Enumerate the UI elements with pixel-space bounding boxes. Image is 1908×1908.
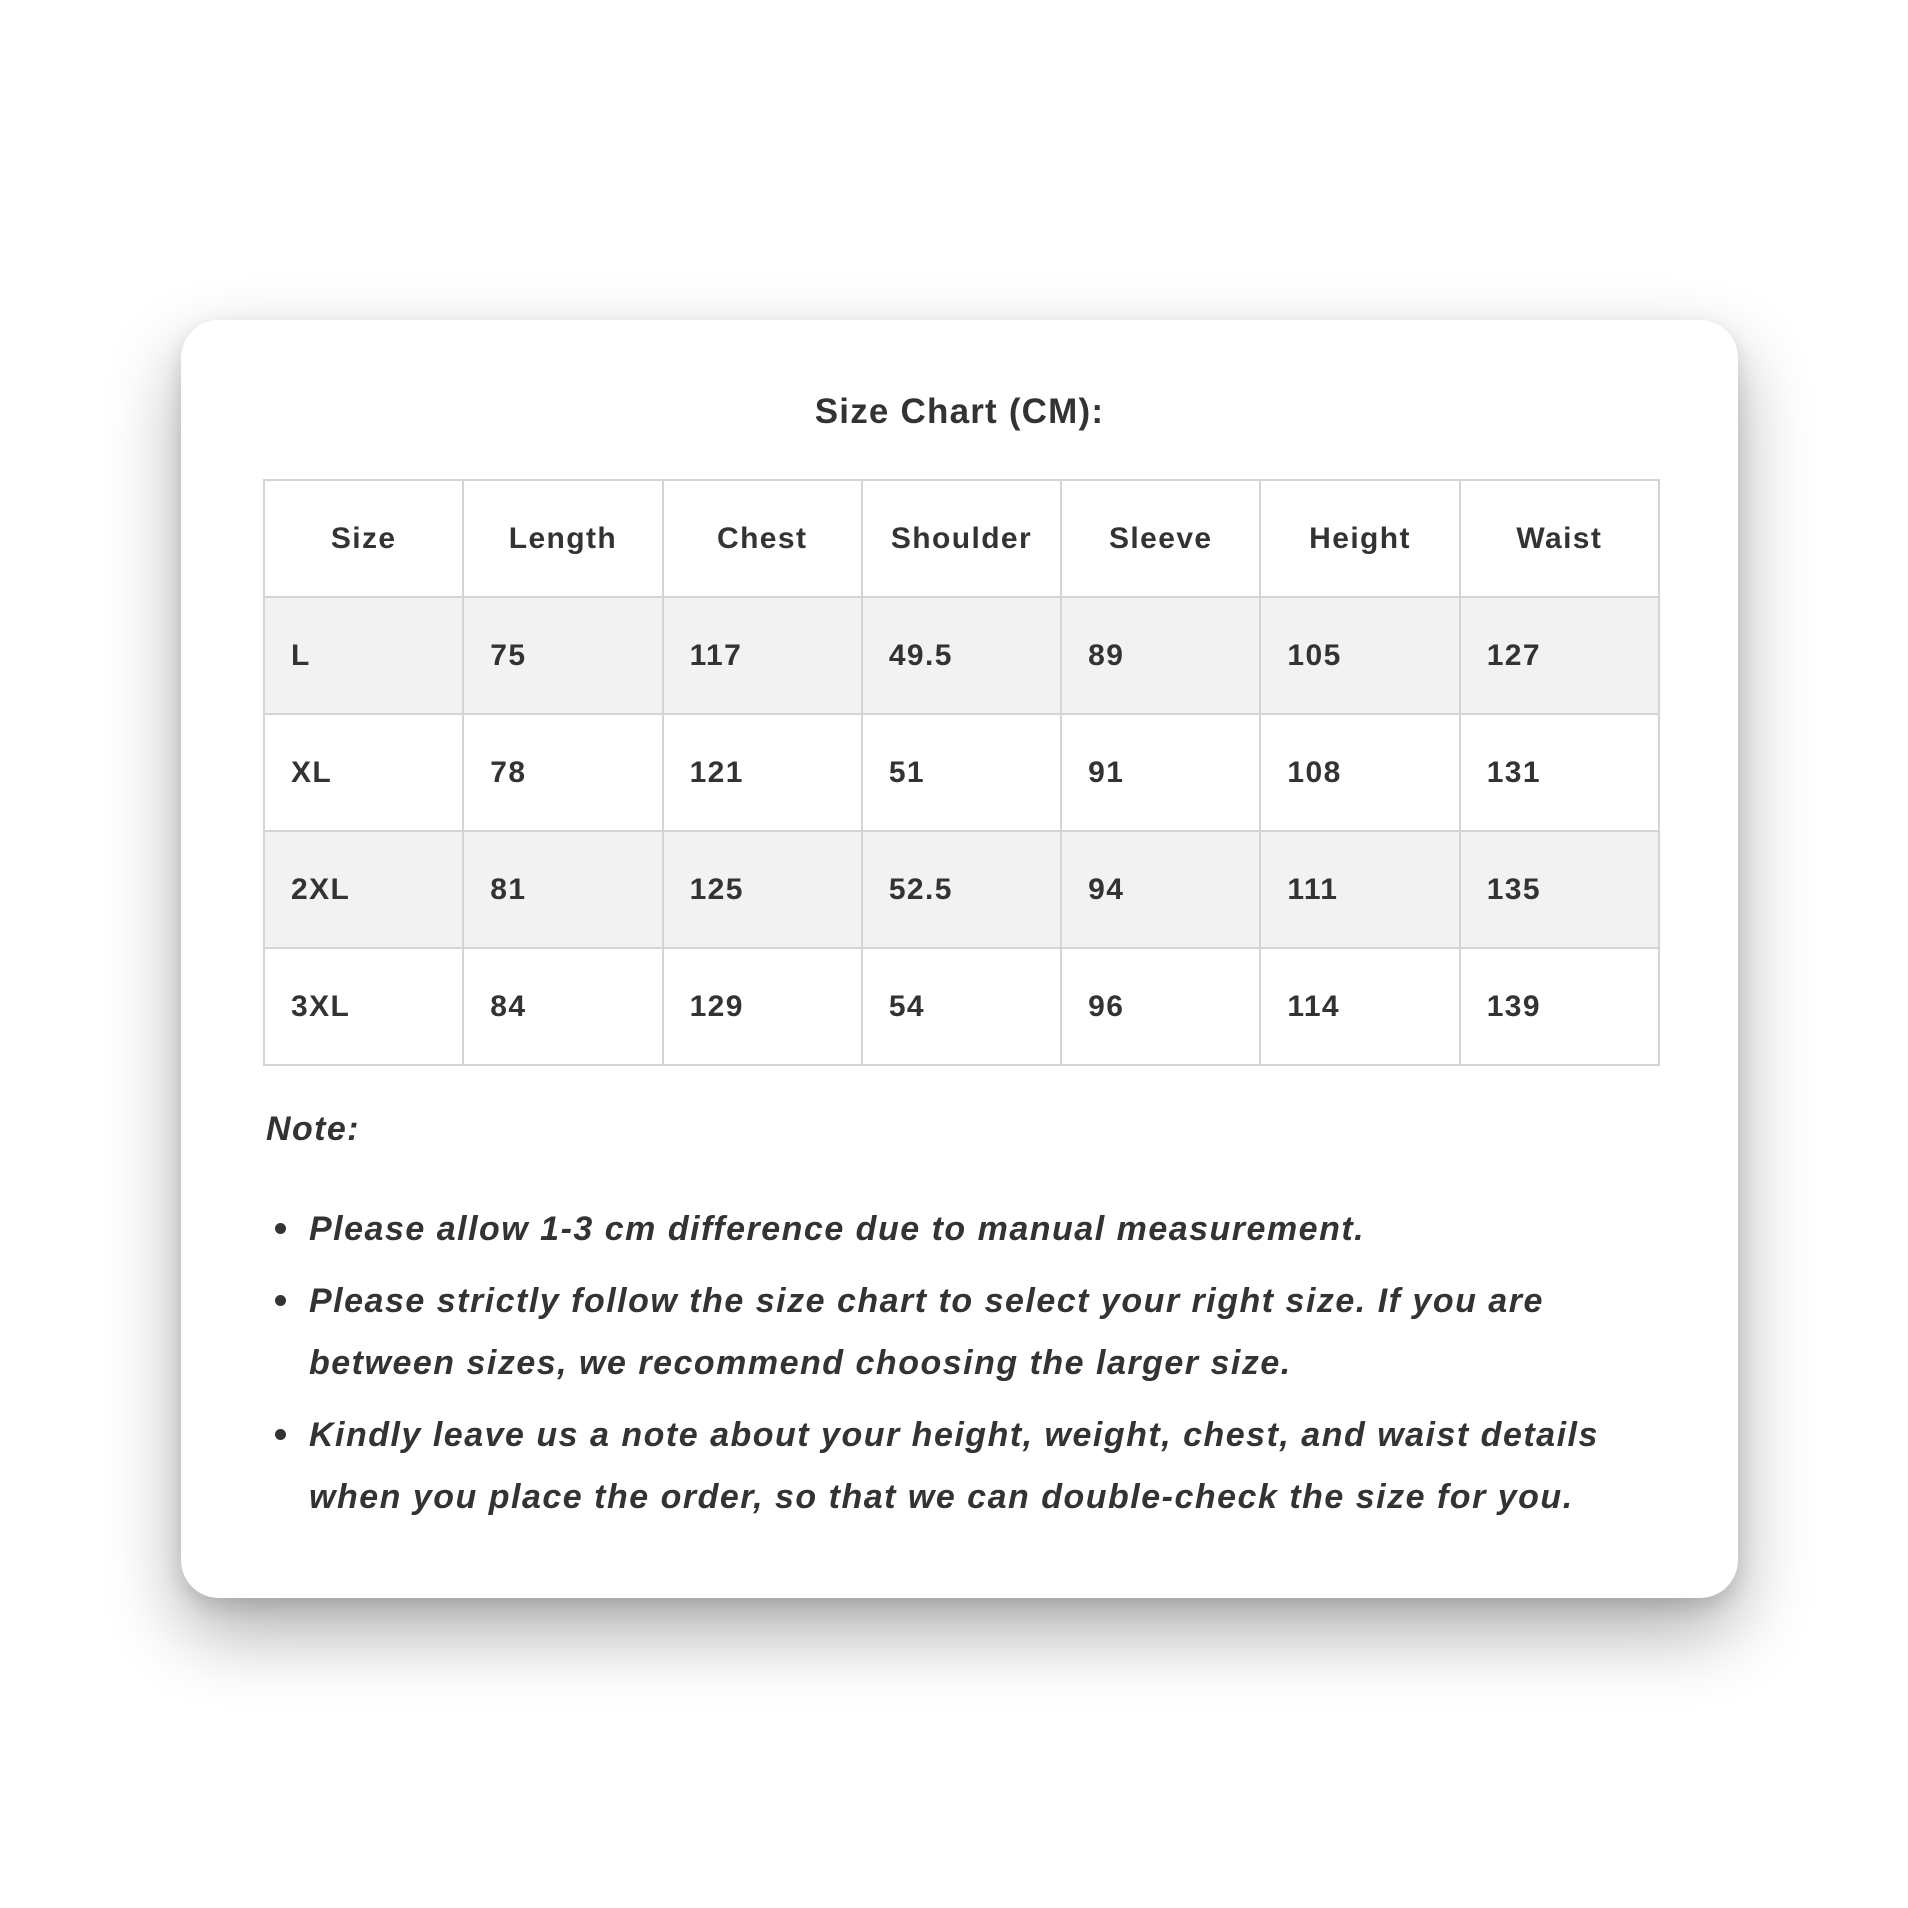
size-chart-card (181, 320, 1738, 1598)
cell-shoulder: 51 (862, 714, 1061, 831)
note-item (309, 1404, 1679, 1528)
table-row (264, 714, 1659, 831)
note-item (309, 1198, 1679, 1260)
note-heading: Note: (266, 1110, 360, 1148)
note-item-text: Please strictly follow the size chart to select your right size. If you are between sizes, we recommend choosing the larger size. (309, 1282, 1544, 1382)
note-item-text: Please allow 1-3 cm difference due to manual measurement. (309, 1210, 1366, 1248)
header-size: Size (264, 480, 463, 597)
bullet-icon (275, 1223, 286, 1234)
cell-shoulder: 54 (862, 948, 1061, 1065)
table-header-row (264, 480, 1659, 597)
cell-waist: 135 (1460, 831, 1659, 948)
header-length: Length (463, 480, 662, 597)
cell-chest: 121 (663, 714, 862, 831)
note-item (309, 1270, 1679, 1394)
cell-waist: 127 (1460, 597, 1659, 714)
header-sleeve: Sleeve (1061, 480, 1260, 597)
cell-shoulder: 49.5 (862, 597, 1061, 714)
header-chest: Chest (663, 480, 862, 597)
cell-sleeve: 94 (1061, 831, 1260, 948)
header-height: Height (1260, 480, 1459, 597)
cell-waist: 139 (1460, 948, 1659, 1065)
cell-sleeve: 96 (1061, 948, 1260, 1065)
cell-height: 111 (1260, 831, 1459, 948)
size-table (263, 479, 1660, 1066)
header-waist: Waist (1460, 480, 1659, 597)
cell-chest: 117 (663, 597, 862, 714)
cell-height: 105 (1260, 597, 1459, 714)
cell-height: 114 (1260, 948, 1459, 1065)
cell-sleeve: 89 (1061, 597, 1260, 714)
note-item-text: Kindly leave us a note about your height, weight, chest, and waist details when you place the order, so that we can double-check the size for you. (309, 1416, 1599, 1516)
cell-length: 84 (463, 948, 662, 1065)
cell-length: 75 (463, 597, 662, 714)
table-row (264, 831, 1659, 948)
cell-shoulder: 52.5 (862, 831, 1061, 948)
cell-size: 2XL (264, 831, 463, 948)
table-row (264, 948, 1659, 1065)
cell-length: 78 (463, 714, 662, 831)
cell-sleeve: 91 (1061, 714, 1260, 831)
cell-chest: 129 (663, 948, 862, 1065)
cell-size: XL (264, 714, 463, 831)
cell-chest: 125 (663, 831, 862, 948)
cell-size: L (264, 597, 463, 714)
bullet-icon (275, 1295, 286, 1306)
note-list (309, 1198, 1679, 1538)
cell-size: 3XL (264, 948, 463, 1065)
table-row (264, 597, 1659, 714)
size-chart-title: Size Chart (CM): (814, 392, 1105, 431)
cell-length: 81 (463, 831, 662, 948)
cell-height: 108 (1260, 714, 1459, 831)
bullet-icon (275, 1429, 286, 1440)
header-shoulder: Shoulder (862, 480, 1061, 597)
cell-waist: 131 (1460, 714, 1659, 831)
